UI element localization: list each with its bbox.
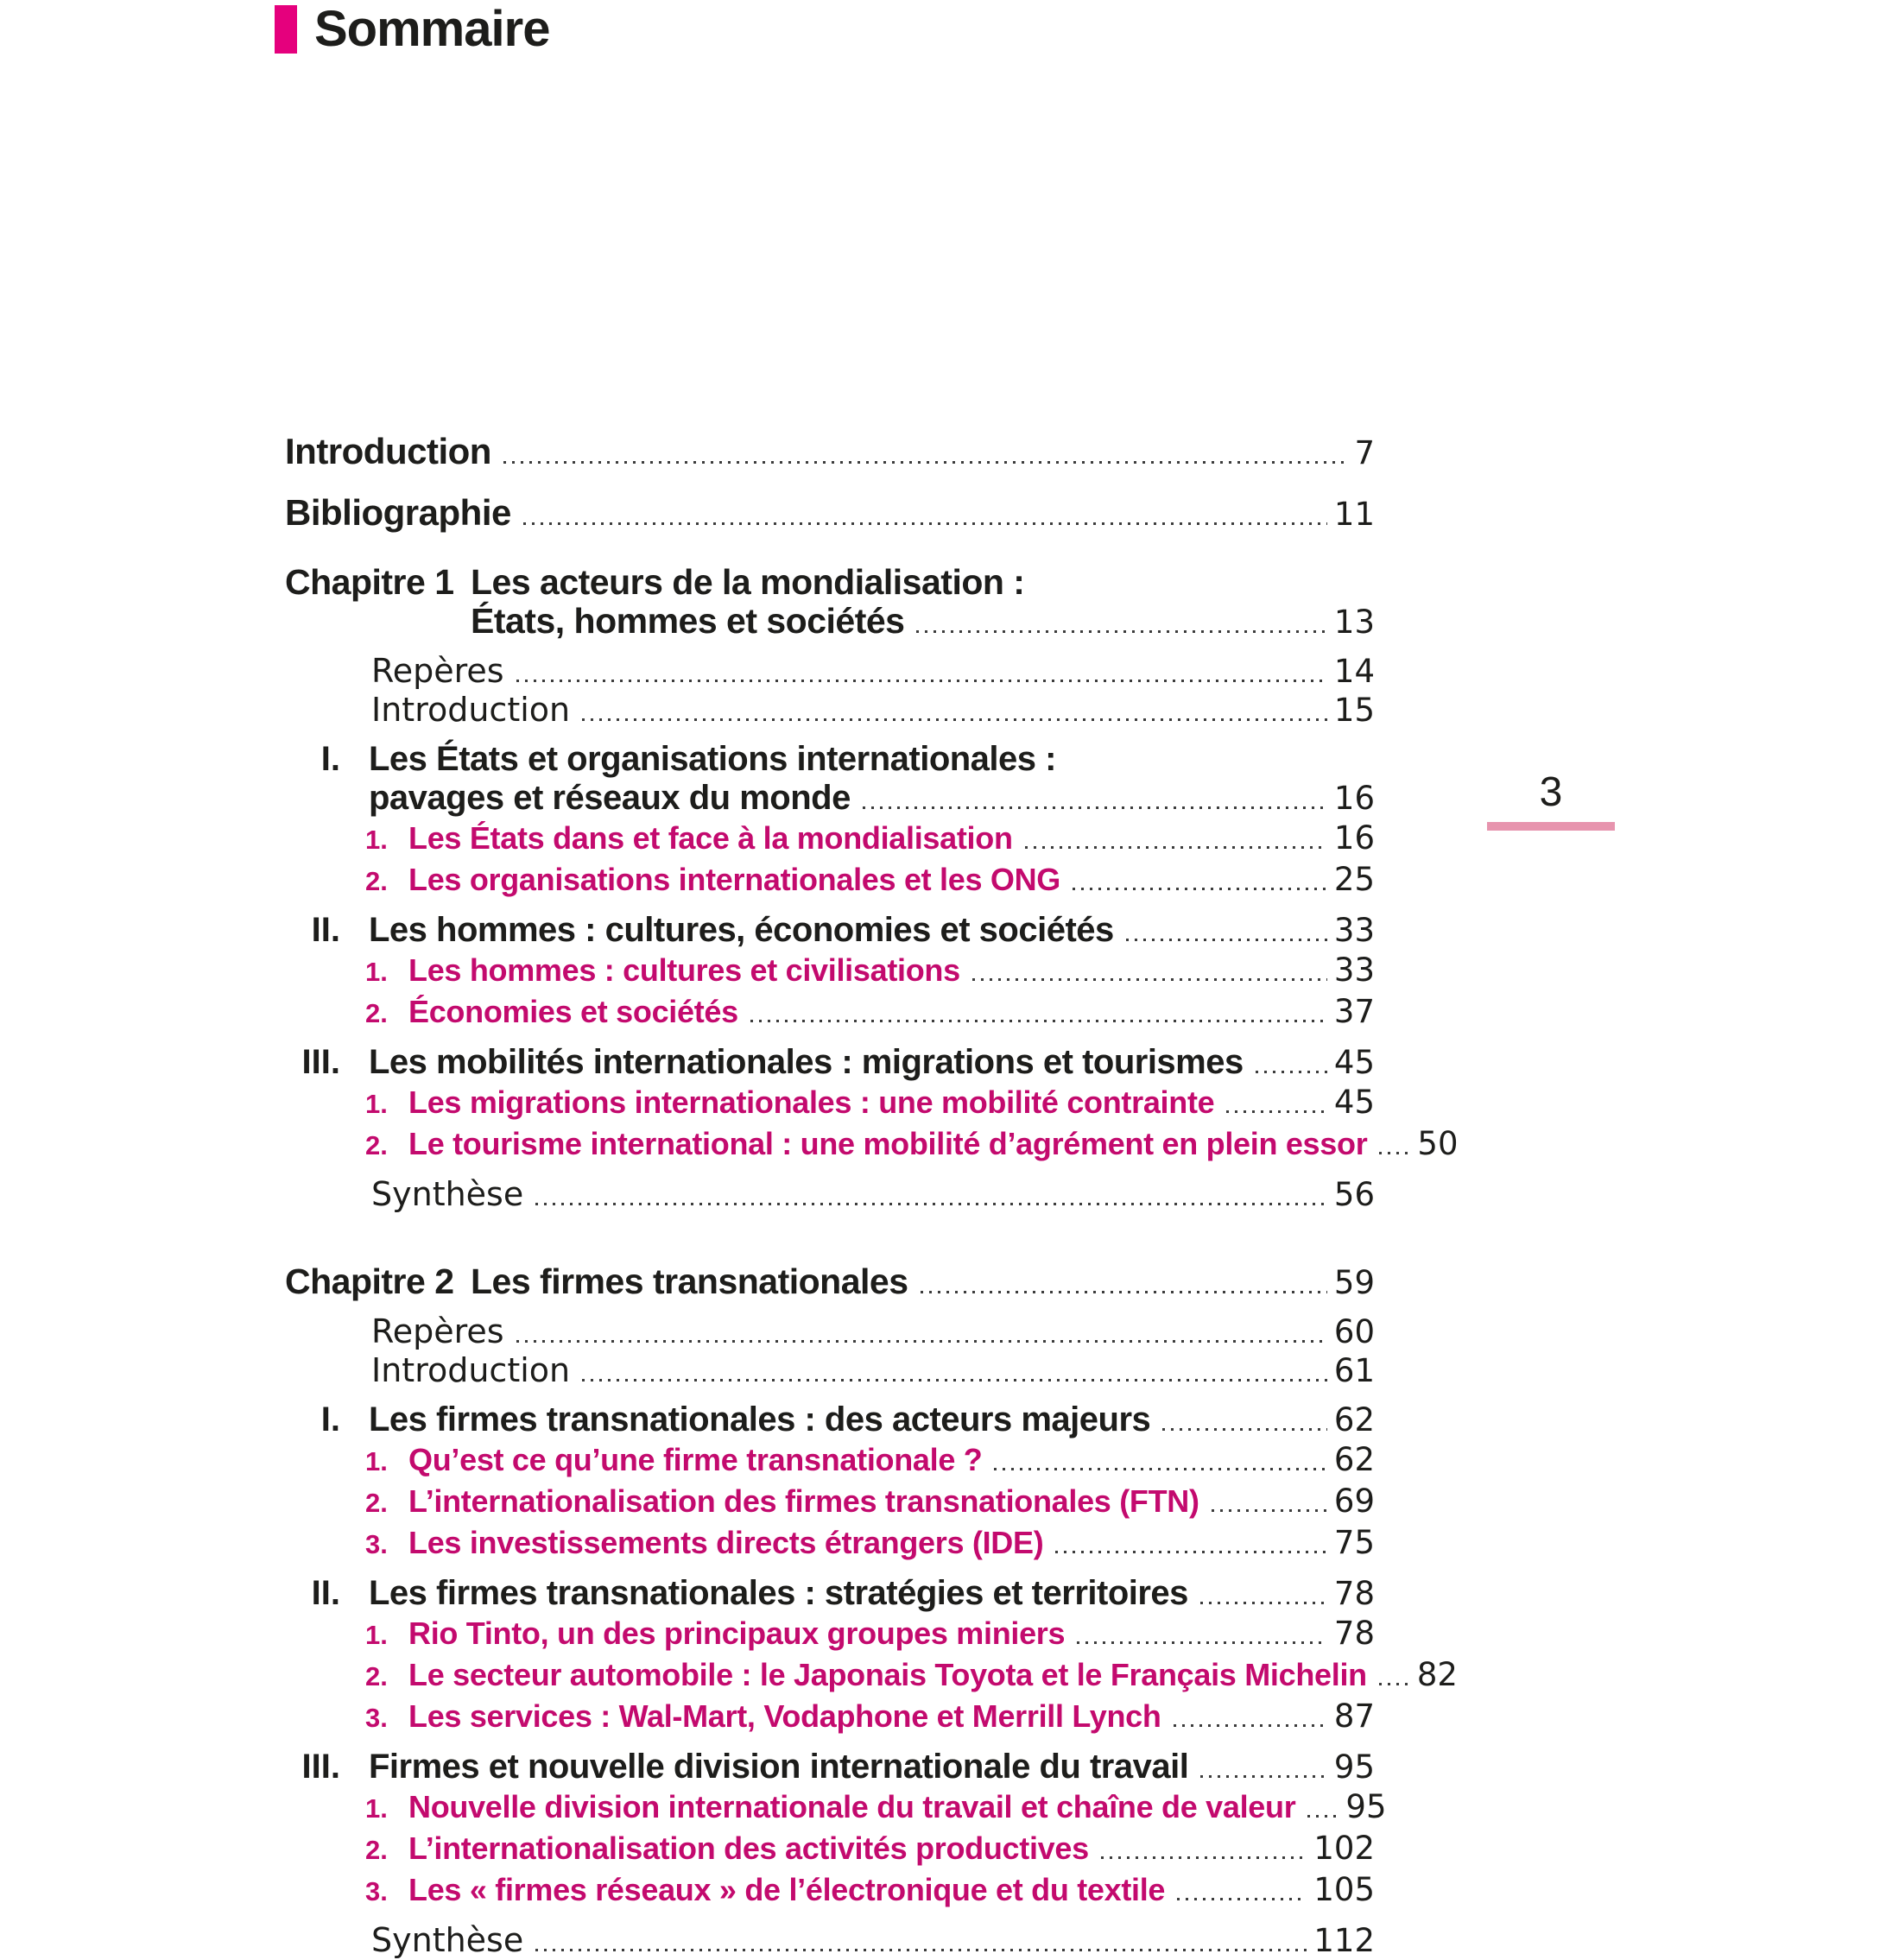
entry-text: Qu’est ce qu’une firme transnationale ? bbox=[408, 1442, 983, 1477]
entry-number: I. bbox=[320, 1400, 340, 1438]
page-number: 14 bbox=[1333, 653, 1375, 690]
dot-leader bbox=[1200, 1602, 1327, 1604]
page-number: 11 bbox=[1333, 496, 1375, 533]
dot-leader bbox=[972, 978, 1327, 981]
entry-number: III. bbox=[301, 1748, 340, 1786]
toc-entry-line bbox=[285, 563, 1375, 602]
folio-block bbox=[1487, 770, 1615, 831]
toc-entry bbox=[285, 911, 1375, 950]
page-number: 78 bbox=[1333, 1615, 1375, 1652]
toc-entry-line bbox=[285, 691, 1375, 730]
toc-entry-line bbox=[285, 1574, 1375, 1613]
toc-entry-line bbox=[285, 1748, 1375, 1786]
page-number: 37 bbox=[1333, 993, 1375, 1030]
toc-entry bbox=[285, 1870, 1375, 1911]
toc-entry bbox=[285, 1748, 1375, 1786]
dot-leader bbox=[1025, 846, 1327, 849]
page-number: 60 bbox=[1333, 1313, 1375, 1350]
dot-leader bbox=[1379, 1152, 1410, 1154]
page-number: 45 bbox=[1333, 1084, 1375, 1121]
entry-text: Introduction bbox=[371, 691, 571, 729]
entry-number: I. bbox=[320, 740, 340, 778]
entry-text: Les hommes : cultures, économies et sociétés bbox=[369, 911, 1114, 949]
page-title-block bbox=[275, 0, 549, 58]
toc-entry-line bbox=[285, 1440, 1375, 1481]
toc-entry-line bbox=[285, 1482, 1375, 1522]
page-number: 16 bbox=[1333, 819, 1375, 857]
toc-entry-line bbox=[285, 740, 1375, 779]
entry-text: Les acteurs de la mondialisation : bbox=[471, 562, 1025, 602]
dot-leader bbox=[1379, 1683, 1410, 1685]
toc-entry-line bbox=[285, 1655, 1458, 1696]
dot-leader bbox=[994, 1468, 1326, 1470]
dot-leader bbox=[516, 680, 1327, 682]
toc-entry bbox=[285, 1829, 1375, 1869]
entry-number: 1. bbox=[365, 1446, 388, 1476]
page-number: 25 bbox=[1333, 861, 1375, 898]
toc-entry-line bbox=[285, 1351, 1375, 1390]
toc-entry-line bbox=[285, 1787, 1387, 1828]
toc-entry-line bbox=[285, 602, 1375, 642]
entry-text: Introduction bbox=[285, 431, 491, 471]
toc-entry bbox=[285, 1440, 1375, 1481]
toc-entry-line bbox=[285, 860, 1375, 901]
entry-text: Repères bbox=[371, 652, 504, 690]
toc-entry-line bbox=[285, 1697, 1375, 1737]
toc-entry-line bbox=[285, 1870, 1375, 1911]
page-number: 102 bbox=[1313, 1830, 1375, 1867]
entry-text: Introduction bbox=[371, 1351, 571, 1389]
entry-text: L’internationalisation des firmes transnationales (FTN) bbox=[408, 1483, 1199, 1519]
page-number: 7 bbox=[1354, 434, 1375, 471]
toc-list bbox=[285, 431, 1459, 1960]
toc-entry bbox=[285, 493, 1375, 534]
entry-number: II. bbox=[311, 1574, 340, 1612]
entry-text: Bibliographie bbox=[285, 492, 511, 533]
dot-leader bbox=[582, 718, 1327, 721]
entry-text: L’internationalisation des activités productives bbox=[408, 1830, 1089, 1866]
entry-number: 2. bbox=[365, 1130, 388, 1160]
dot-leader bbox=[1226, 1110, 1327, 1113]
dot-leader bbox=[523, 522, 1327, 525]
toc-entry-line bbox=[285, 1400, 1375, 1439]
toc-entry bbox=[285, 1262, 1375, 1302]
page-number: 82 bbox=[1416, 1656, 1458, 1693]
page-number: 15 bbox=[1333, 692, 1375, 729]
toc-entry bbox=[285, 1175, 1375, 1214]
toc-entry-line bbox=[285, 911, 1375, 950]
dot-leader bbox=[750, 1020, 1327, 1022]
toc-entry bbox=[285, 1921, 1375, 1960]
entry-text: Les « firmes réseaux » de l’électronique et du textile bbox=[408, 1872, 1166, 1907]
entry-number: 3. bbox=[365, 1876, 388, 1906]
dot-leader bbox=[921, 1291, 1327, 1293]
page-number: 95 bbox=[1345, 1788, 1387, 1825]
entry-text: Les firmes transnationales bbox=[471, 1261, 908, 1301]
page-title: Sommaire bbox=[314, 1, 550, 57]
page-number: 33 bbox=[1333, 912, 1375, 949]
toc-entry-line bbox=[285, 951, 1375, 991]
entry-number: 2. bbox=[365, 1488, 388, 1518]
toc-entry bbox=[285, 992, 1375, 1033]
toc-entry bbox=[285, 1124, 1459, 1165]
dot-leader bbox=[535, 1949, 1307, 1951]
entry-text: États, hommes et sociétés bbox=[471, 601, 905, 641]
toc-entry-line bbox=[285, 493, 1375, 534]
entry-number: 3. bbox=[365, 1529, 388, 1559]
toc-entry bbox=[285, 691, 1375, 730]
toc-entry-line bbox=[285, 992, 1375, 1033]
entry-number: 2. bbox=[365, 866, 388, 896]
page-number: 75 bbox=[1333, 1524, 1375, 1561]
entry-text: Les migrations internationales : une mobilité contrainte bbox=[408, 1084, 1215, 1120]
page-number: 45 bbox=[1333, 1044, 1375, 1081]
dot-leader bbox=[535, 1203, 1327, 1205]
toc-entry-line bbox=[285, 819, 1375, 859]
dot-leader bbox=[1174, 1724, 1327, 1727]
toc-entry bbox=[285, 1351, 1375, 1390]
page-number: 33 bbox=[1333, 952, 1375, 989]
entry-text: Repères bbox=[371, 1312, 504, 1350]
folio-underline bbox=[1487, 822, 1615, 831]
entry-text: Les États dans et face à la mondialisation bbox=[408, 820, 1013, 856]
toc-entry-line bbox=[285, 779, 1375, 818]
toc-entry bbox=[285, 1312, 1375, 1351]
page-number: 105 bbox=[1313, 1871, 1375, 1908]
page-number: 13 bbox=[1333, 604, 1375, 641]
dot-leader bbox=[1256, 1071, 1327, 1073]
toc-entry bbox=[285, 1482, 1375, 1522]
toc-entry bbox=[285, 951, 1375, 991]
page-number: 59 bbox=[1333, 1264, 1375, 1301]
page-number: 95 bbox=[1333, 1748, 1375, 1786]
entry-number: II. bbox=[311, 911, 340, 949]
entry-text: Le tourisme international : une mobilité d’agrément en plein essor bbox=[408, 1126, 1368, 1161]
entry-text: Les organisations internationales et les ONG bbox=[408, 862, 1060, 897]
entry-text: Les hommes : cultures et civilisations bbox=[408, 952, 960, 988]
toc-entry bbox=[285, 1574, 1375, 1613]
dot-leader bbox=[1162, 1428, 1327, 1431]
toc-entry-line bbox=[285, 1175, 1375, 1214]
dot-leader bbox=[516, 1340, 1327, 1343]
dot-leader bbox=[1101, 1856, 1307, 1859]
dot-leader bbox=[1212, 1509, 1327, 1512]
dot-leader bbox=[1177, 1898, 1307, 1900]
entry-number: 3. bbox=[365, 1703, 388, 1733]
entry-text: Synthèse bbox=[371, 1921, 524, 1959]
toc-entry bbox=[285, 652, 1375, 691]
dot-leader bbox=[863, 806, 1327, 809]
dot-leader bbox=[1307, 1815, 1339, 1818]
toc-entry bbox=[285, 1614, 1375, 1654]
toc-entry bbox=[285, 819, 1375, 859]
entry-text: Les firmes transnationales : stratégies et territoires bbox=[369, 1574, 1188, 1612]
entry-number: 1. bbox=[365, 957, 388, 987]
dot-leader bbox=[1055, 1551, 1327, 1553]
toc-entry bbox=[285, 1083, 1375, 1123]
dot-leader bbox=[916, 630, 1326, 633]
entry-text: pavages et réseaux du monde bbox=[369, 779, 851, 817]
toc-entry-line bbox=[285, 652, 1375, 691]
dot-leader bbox=[503, 461, 1348, 464]
entry-text: Les services : Wal-Mart, Vodaphone et Merrill Lynch bbox=[408, 1698, 1161, 1734]
dot-leader bbox=[1200, 1775, 1327, 1778]
toc-entry-line bbox=[285, 1921, 1375, 1960]
entry-text: Firmes et nouvelle division internationale du travail bbox=[369, 1748, 1189, 1786]
toc-entry-line bbox=[285, 1124, 1459, 1165]
entry-number: 2. bbox=[365, 1661, 388, 1691]
toc-entry bbox=[285, 1697, 1375, 1737]
entry-text: Rio Tinto, un des principaux groupes miniers bbox=[408, 1615, 1066, 1651]
page-number: 78 bbox=[1333, 1575, 1375, 1612]
toc-entry bbox=[285, 563, 1375, 642]
entry-text: Les investissements directs étrangers (IDE) bbox=[408, 1525, 1044, 1560]
toc-entry-line bbox=[285, 1523, 1375, 1564]
toc-entry-line bbox=[285, 1614, 1375, 1654]
chapter-label: Chapitre 1 bbox=[285, 562, 454, 602]
page-number: 69 bbox=[1333, 1483, 1375, 1520]
toc-entry-line bbox=[285, 1043, 1375, 1082]
toc-entry-line bbox=[285, 1083, 1375, 1123]
page-number: 56 bbox=[1333, 1176, 1375, 1213]
toc-entry bbox=[285, 1043, 1375, 1082]
toc-entry bbox=[285, 740, 1375, 818]
entry-text: Les mobilités internationales : migrations et tourismes bbox=[369, 1043, 1244, 1081]
entry-text: Économies et sociétés bbox=[408, 994, 738, 1029]
toc-entry bbox=[285, 860, 1375, 901]
toc-entry bbox=[285, 1787, 1387, 1828]
entry-number: 1. bbox=[365, 1089, 388, 1119]
dot-leader bbox=[582, 1379, 1327, 1381]
page-number: 50 bbox=[1417, 1125, 1459, 1162]
entry-text: Le secteur automobile : le Japonais Toyota et le Français Michelin bbox=[408, 1657, 1367, 1692]
entry-number: 1. bbox=[365, 1620, 388, 1650]
page-number: 62 bbox=[1333, 1441, 1375, 1478]
entry-text: Nouvelle division internationale du travail et chaîne de valeur bbox=[408, 1789, 1296, 1824]
entry-number: 1. bbox=[365, 825, 388, 855]
dot-leader bbox=[1073, 888, 1327, 890]
entry-text: Les firmes transnationales : des acteurs majeurs bbox=[369, 1400, 1151, 1438]
folio-page-number: 3 bbox=[1539, 769, 1563, 815]
dot-leader bbox=[1077, 1641, 1327, 1644]
toc-entry bbox=[285, 1400, 1375, 1439]
entry-number: 2. bbox=[365, 1835, 388, 1865]
entry-number: 1. bbox=[365, 1793, 388, 1824]
toc-entry bbox=[285, 1523, 1375, 1564]
title-accent-bar bbox=[275, 5, 297, 54]
page-number: 87 bbox=[1333, 1698, 1375, 1735]
page-number: 62 bbox=[1333, 1401, 1375, 1438]
toc-entry-line bbox=[285, 1312, 1375, 1351]
page-number: 112 bbox=[1313, 1922, 1375, 1959]
chapter-label: Chapitre 2 bbox=[285, 1261, 454, 1301]
toc-entry-line bbox=[285, 432, 1375, 472]
entry-text: Synthèse bbox=[371, 1175, 524, 1213]
toc-entry-line bbox=[285, 1829, 1375, 1869]
entry-number: III. bbox=[301, 1043, 340, 1081]
toc-entry-line bbox=[285, 1262, 1375, 1302]
toc-entry bbox=[285, 1655, 1458, 1696]
entry-number: 2. bbox=[365, 998, 388, 1028]
toc-entry bbox=[285, 432, 1375, 472]
page-number: 16 bbox=[1333, 780, 1375, 817]
entry-text: Les États et organisations internationales : bbox=[369, 740, 1056, 778]
page-number: 61 bbox=[1333, 1352, 1375, 1389]
dot-leader bbox=[1126, 939, 1327, 941]
